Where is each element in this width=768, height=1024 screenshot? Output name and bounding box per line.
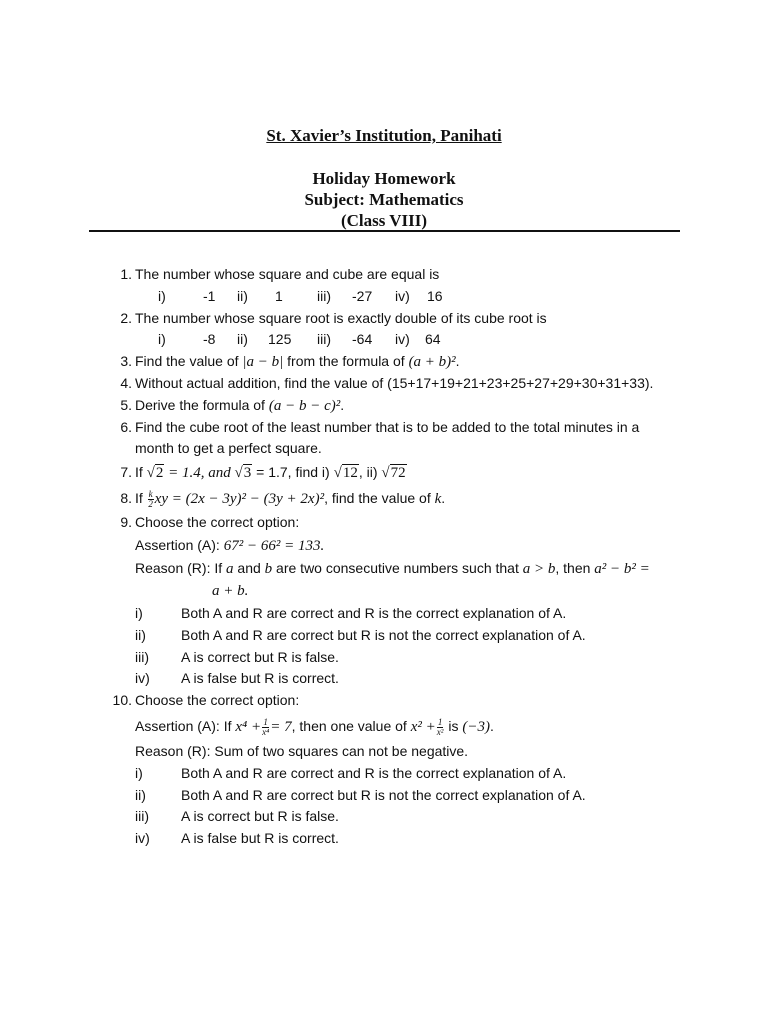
numerator: 1 [437, 716, 443, 727]
option-label: i) [135, 764, 143, 781]
text-run: . [340, 396, 345, 413]
homework-title: Holiday Homework [312, 169, 456, 188]
option-text: Both A and R are correct and R is the correct explanation of A. [181, 604, 567, 621]
question-10 [0, 690, 768, 712]
math-expression: = 7 [270, 718, 292, 735]
option-text: A is correct but R is false. [181, 648, 339, 665]
text-run: , ii) [358, 464, 382, 481]
reason-text: Reason (R): Sum of two squares can not be negative. [135, 742, 469, 759]
math-expression: x² + [410, 718, 436, 735]
option-label: ii) [237, 287, 248, 304]
option-value: -1 [203, 287, 216, 304]
numerator: 1 [263, 716, 268, 727]
text-run: , find the value of [324, 490, 435, 507]
text-run: = 1.7, find i) [252, 464, 334, 481]
denominator: x⁴ [262, 726, 270, 737]
question-number: 3. [120, 353, 132, 370]
question-text: Find the cube root of the least number that is to be added to the total minutes in a [135, 418, 640, 435]
option-label: i) [158, 287, 166, 304]
question-text: Without actual addition, find the value of (15+17+19+21+23+25+27+29+30+31+33). [135, 374, 654, 391]
math-variable: k [434, 491, 442, 508]
math-expression: a + b. [212, 582, 249, 599]
reason-continued [0, 580, 768, 603]
option-label: ii) [237, 331, 248, 348]
option-label: iii) [135, 648, 149, 665]
option-text: Both A and R are correct and R is the correct explanation of A. [181, 764, 567, 781]
option-label: ii) [135, 786, 146, 803]
text-run: are two consecutive numbers such that [272, 559, 523, 576]
radicand: 3 [243, 465, 252, 482]
sqrt-icon: √ [333, 465, 342, 482]
question-text: Choose the correct option: [135, 514, 300, 531]
text-run: If [135, 490, 147, 507]
option-row [0, 828, 768, 850]
sqrt-icon: √ [234, 465, 243, 482]
assertion [0, 712, 768, 741]
math-expression [334, 464, 359, 481]
math-expression: a² − b² = [594, 560, 650, 577]
option-label: ii) [135, 626, 146, 643]
option-row [0, 668, 768, 690]
text-run: Find the value of [135, 353, 243, 370]
math-expression: 67² − 66² = 133. [223, 537, 325, 554]
fraction [262, 718, 269, 737]
option-label: i) [158, 331, 166, 348]
math-expression [381, 464, 406, 481]
text-run: is [444, 717, 463, 734]
math-expression: (a − b − c)² [268, 397, 341, 414]
question-1-options [0, 286, 768, 308]
option-row [0, 603, 768, 625]
school-name: St. Xavier’s Institution, Panihati [266, 126, 502, 145]
math-expression: (a + b)² [408, 354, 456, 371]
assertion-text [135, 712, 494, 742]
option-value: 64 [425, 331, 441, 348]
question-text: The number whose square root is exactly double of its cube root is [135, 309, 547, 326]
reason [0, 557, 768, 580]
question-3 [0, 351, 768, 373]
question-text [135, 395, 344, 418]
option-value: -64 [352, 331, 373, 348]
option-row [0, 763, 768, 785]
radicand: 12 [342, 465, 358, 482]
text-run: , then [555, 559, 595, 576]
question-number: 5. [120, 396, 132, 413]
option-label: iv) [395, 331, 410, 348]
math-expression: a > b [522, 560, 556, 577]
question-number: 9. [120, 514, 132, 531]
question-7 [0, 460, 768, 485]
option-row [0, 647, 768, 669]
option-text: A is correct but R is false. [181, 808, 339, 825]
text-run: Derive the formula of [135, 396, 269, 413]
class-line: (Class VIII) [340, 211, 428, 230]
math-expression: (−3) [462, 718, 490, 735]
option-value: -8 [203, 331, 216, 348]
question-4 [0, 373, 768, 395]
option-label: iv) [395, 287, 410, 304]
option-label: i) [135, 604, 143, 621]
question-number: 2. [120, 309, 132, 326]
text-run: Assertion (A): If [135, 717, 236, 734]
text-run: Reason (R): If [135, 559, 227, 576]
option-text: Both A and R are correct but R is not the correct explanation of A. [181, 786, 586, 803]
text-run: and [233, 559, 265, 576]
option-row [0, 785, 768, 807]
option-label: iii) [317, 287, 331, 304]
question-number: 7. [120, 464, 132, 481]
fraction [437, 718, 444, 737]
reason [0, 741, 768, 763]
text-run: If [135, 464, 147, 481]
question-9 [0, 512, 768, 534]
option-label: iv) [135, 830, 150, 847]
text-run: , then one value of [291, 717, 411, 734]
question-text [135, 351, 460, 374]
denominator: x² [436, 726, 444, 737]
question-number: 1. [120, 266, 132, 282]
text-run: . [455, 353, 460, 370]
question-number: 6. [120, 418, 132, 435]
header-divider [89, 230, 680, 232]
question-2-options [0, 329, 768, 351]
question-1 [0, 264, 768, 286]
option-value: 16 [427, 287, 443, 304]
text-run: . [489, 717, 494, 734]
reason-text [135, 557, 650, 581]
math-expression: xy = (2x − 3y)² − (3y + 2x)² [154, 491, 325, 508]
numerator: k [148, 488, 153, 499]
option-text: A is false but R is correct. [181, 830, 339, 847]
title-block [0, 168, 768, 231]
text-run: . [441, 490, 446, 507]
math-expression [235, 464, 253, 481]
question-6 [0, 417, 768, 439]
question-8 [0, 485, 768, 512]
option-value: 1 [275, 287, 283, 304]
fraction [148, 490, 154, 509]
option-row [0, 625, 768, 647]
question-text-continued: month to get a perfect square. [135, 440, 322, 457]
question-list [0, 264, 768, 850]
option-label: iii) [317, 331, 331, 348]
option-row [0, 806, 768, 828]
question-number: 4. [120, 374, 132, 391]
option-text: A is false but R is correct. [181, 670, 339, 687]
question-number: 10. [112, 692, 132, 709]
option-label: iii) [135, 808, 149, 825]
sqrt-icon: √ [146, 465, 155, 482]
question-number: 8. [120, 490, 132, 507]
radicand: 2 [155, 465, 164, 482]
question-text: The number whose square and cube are equal is [135, 266, 440, 282]
assertion [0, 534, 768, 557]
question-text [135, 485, 445, 513]
question-2 [0, 308, 768, 330]
option-value: 125 [268, 331, 292, 348]
radicand: 72 [390, 465, 406, 482]
question-5 [0, 395, 768, 417]
math-variable: a [226, 560, 234, 577]
option-value: -27 [352, 287, 373, 304]
math-variable: b [264, 560, 273, 577]
question-6-cont [0, 438, 768, 460]
denominator: 2 [148, 498, 153, 509]
text-run: from the formula of [283, 353, 409, 370]
text-run: Assertion (A): [135, 536, 224, 553]
math-expression [147, 464, 165, 481]
assertion-text [135, 534, 324, 558]
subject-line: Subject: Mathematics [304, 190, 464, 209]
math-expression: x⁴ + [235, 718, 262, 735]
option-label: iv) [135, 670, 150, 687]
option-text: Both A and R are correct but R is not the correct explanation of A. [181, 626, 586, 643]
question-text [135, 460, 407, 486]
math-expression: |a − b| [242, 354, 284, 371]
question-text: Choose the correct option: [135, 692, 300, 709]
sqrt-icon: √ [381, 465, 390, 482]
math-expression: = 1.4, and [164, 465, 235, 482]
